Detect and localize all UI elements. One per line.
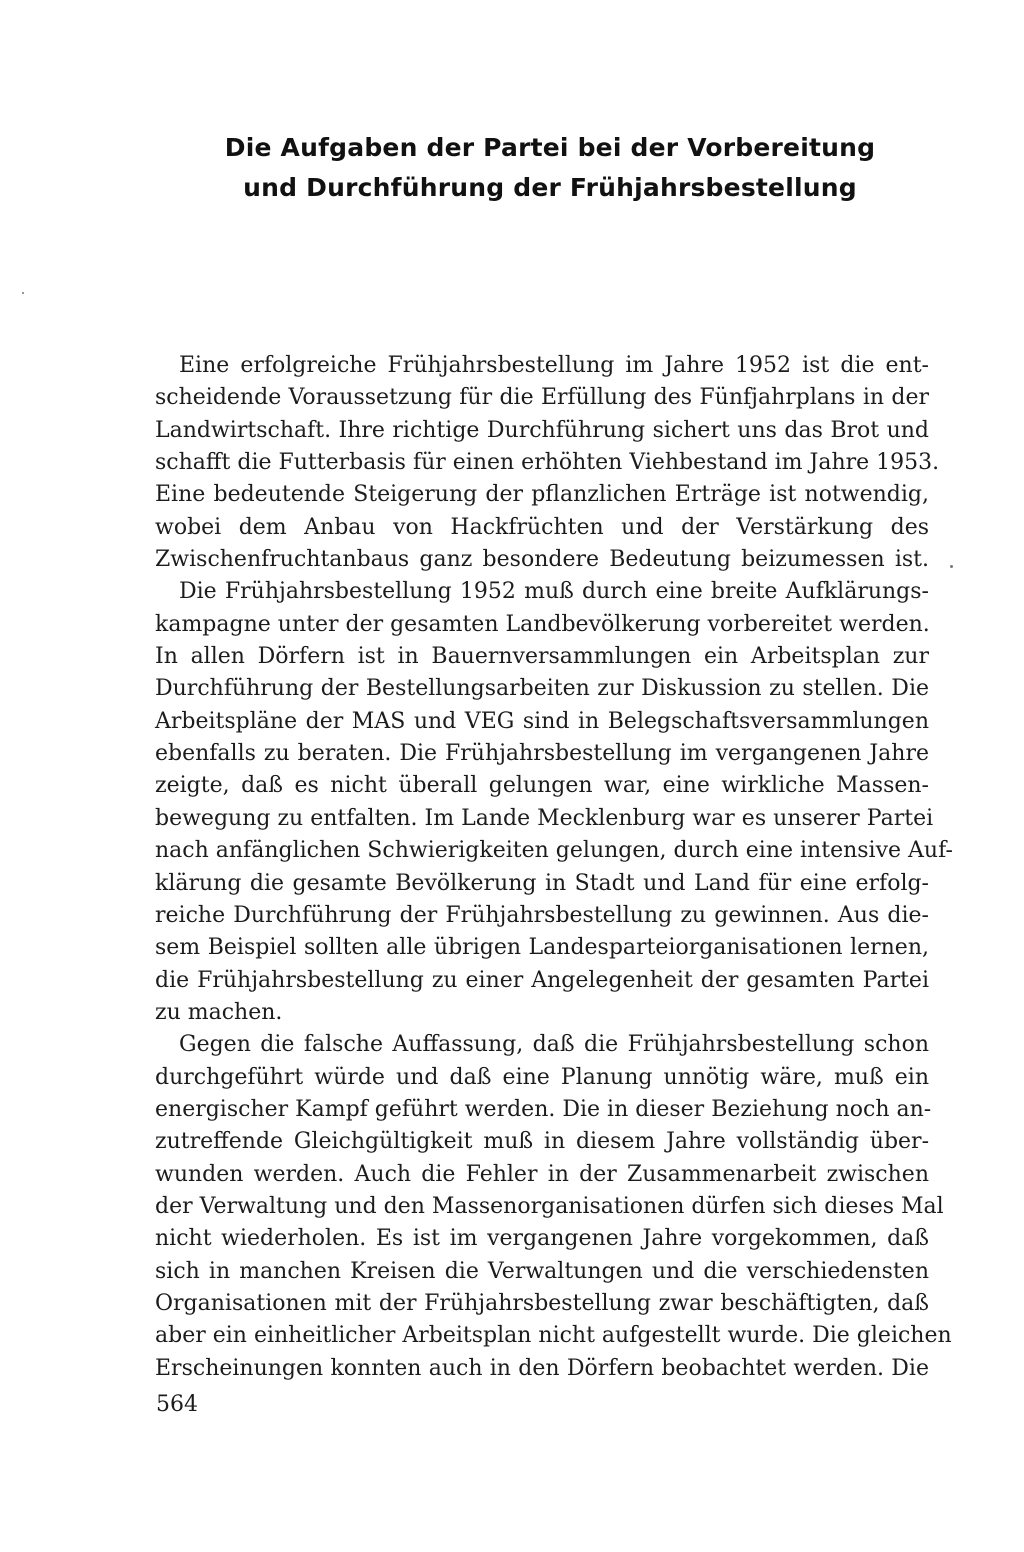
- scan-speck: [22, 292, 24, 294]
- text-line: Zwischenfruchtanbaus ganz besondere Bedeutung beizumessen ist.: [155, 547, 929, 573]
- page-number: 564: [156, 1392, 198, 1417]
- body-text: [155, 350, 953, 1385]
- text-line: Eine bedeutende Steigerung der pflanzlichen Erträge ist notwendig,: [155, 482, 929, 508]
- text-line: der Verwaltung und den Massenorganisationen dürfen sich dieses Mal: [155, 1193, 944, 1219]
- scan-speck: [950, 565, 953, 568]
- text-line: Eine erfolgreiche Frühjahrsbestellung im Jahre 1952 ist die ent-: [179, 353, 929, 378]
- text-line: nach anfänglichen Schwierigkeiten gelungen, durch eine intensive Auf-: [155, 838, 953, 864]
- text-line: Die Frühjahrsbestellung 1952 muß durch eine breite Aufklärungs-: [179, 579, 929, 605]
- text-line: Durchführung der Bestellungsarbeiten zur Diskussion zu stellen. Die: [155, 676, 929, 702]
- text-line: Organisationen mit der Frühjahrsbestellung zwar beschäftigten, daß: [155, 1290, 929, 1316]
- text-line: zu machen.: [155, 999, 283, 1025]
- text-line: sich in manchen Kreisen die Verwaltungen und die verschiedensten: [155, 1258, 929, 1284]
- text-line: wunden werden. Auch die Fehler in der Zusammenarbeit zwischen: [155, 1161, 929, 1187]
- text-line: schafft die Futterbasis für einen erhöhten Viehbestand im Jahre 1953.: [155, 450, 940, 476]
- text-line: reiche Durchführung der Frühjahrsbestellung zu gewinnen. Aus die-: [155, 902, 929, 928]
- text-line: nicht wiederholen. Es ist im vergangenen Jahre vorgekommen, daß: [155, 1226, 929, 1252]
- text-line: durchgeführt würde und daß eine Planung unnötig wäre, muß ein: [155, 1064, 929, 1090]
- text-line: kampagne unter der gesamten Landbevölkerung vorbereitet werden.: [155, 611, 930, 637]
- text-line: bewegung zu entfalten. Im Lande Mecklenburg war es unserer Partei: [155, 805, 934, 831]
- text-line: Erscheinungen konnten auch in den Dörfern beobachtet werden. Die: [155, 1355, 929, 1381]
- chapter-title: [150, 128, 950, 208]
- paragraph-1: [155, 350, 940, 576]
- text-line: In allen Dörfern ist in Bauernversammlungen ein Arbeitsplan zur: [155, 644, 929, 670]
- text-line: klärung die gesamte Bevölkerung in Stadt und Land für eine erfolg-: [155, 870, 929, 896]
- text-line: scheidende Voraussetzung für die Erfüllung des Fünfjahrplans in der: [155, 385, 929, 411]
- text-line: energischer Kampf geführt werden. Die in dieser Beziehung noch an-: [155, 1096, 932, 1122]
- chapter-title-line-2: und Durchführung der Frühjahrsbestellung: [243, 173, 857, 202]
- text-line: wobei dem Anbau von Hackfrüchten und der Verstärkung des: [155, 514, 929, 540]
- paragraph-2: [155, 576, 953, 1029]
- text-line: aber ein einheitlicher Arbeitsplan nicht aufgestellt wurde. Die gleichen: [155, 1323, 952, 1349]
- text-line: die Frühjahrsbestellung zu einer Angelegenheit der gesamten Partei: [155, 967, 929, 993]
- text-line: ebenfalls zu beraten. Die Frühjahrsbestellung im vergangenen Jahre: [155, 741, 929, 767]
- text-line: zeigte, daß es nicht überall gelungen war, eine wirkliche Massen-: [155, 773, 929, 799]
- paragraph-3: [155, 1029, 952, 1385]
- chapter-title-line-1: Die Aufgaben der Partei bei der Vorbereitung: [224, 133, 876, 162]
- text-line: Gegen die falsche Auffassung, daß die Frühjahrsbestellung schon: [179, 1032, 929, 1058]
- text-line: zutreffende Gleichgültigkeit muß in diesem Jahre vollständig über-: [155, 1129, 929, 1155]
- text-line: Arbeitspläne der MAS und VEG sind in Belegschaftsversammlungen: [155, 708, 929, 734]
- text-line: sem Beispiel sollten alle übrigen Landesparteiorganisationen lernen,: [155, 935, 929, 961]
- text-line: Landwirtschaft. Ihre richtige Durchführung sichert uns das Brot und: [155, 417, 929, 443]
